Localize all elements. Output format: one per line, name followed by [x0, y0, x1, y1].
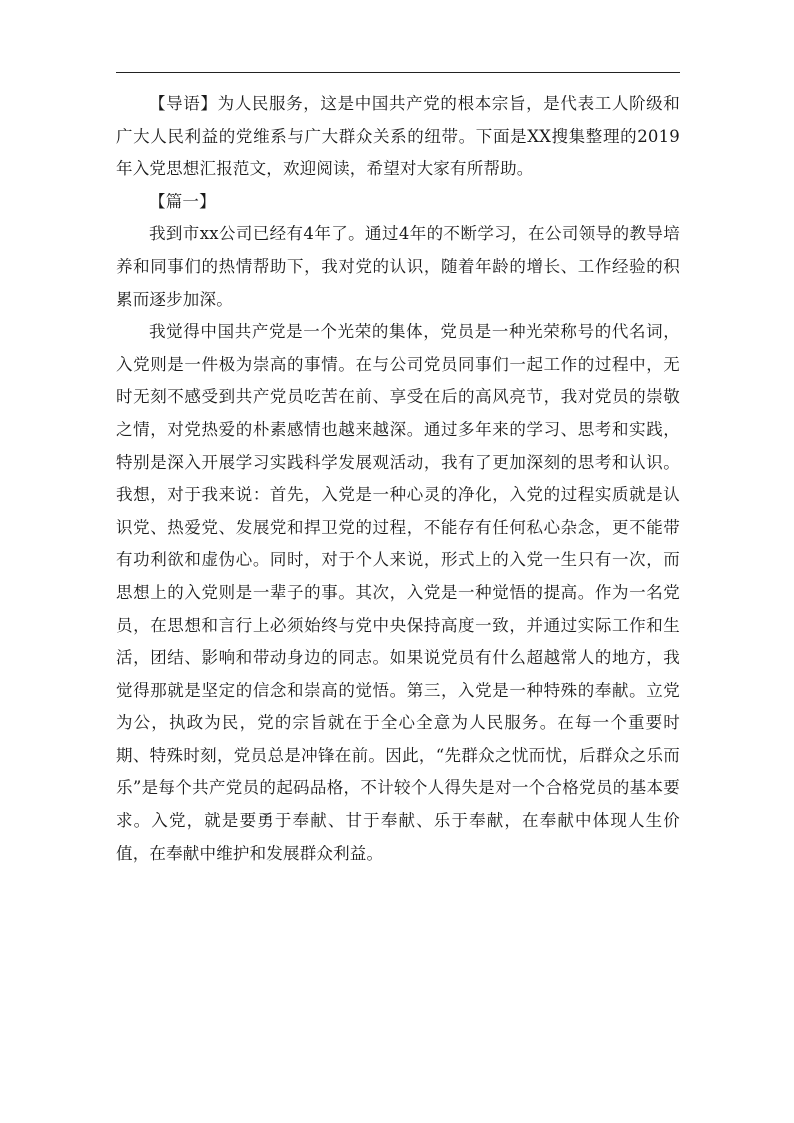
section-title: 【篇一】	[149, 191, 216, 211]
intro-paragraph: 【导语】为人民服务，这是中国共产党的根本宗旨，是代表工人阶级和广大人民利益的党维系与广大群众关系的纽带。下面是XX搜集整理的2019年入党思想汇报范文，欢迎阅读，希望对大家有所帮助。	[116, 94, 680, 179]
body-paragraph-2: 我觉得中国共产党是一个光荣的集体，党员是一种光荣称号的代名词，入党则是一件极为崇高的事情。在与公司党员同事们一起工作的过程中，无时无刻不感受到共产党员吃苦在前、享受在后的高风亮节，我对党员的崇敬之情，对党热爱的朴素感情也越来越深。通过多年来的学习、思考和实践，特别是深入开展学习实践科学发展观活动，我有了更加深刻的思考和认识。我想，对于我来说：首先，入党是一种心灵的净化，入党的过程实质就是认识党、热爱党、发展党和捍卫党的过程，不能存有任何私心杂念，更不能带有功利欲和虚伪心。同时，对于个人来说，形式上的入党一生只有一次，而思想上的入党则是一辈子的事。其次，入党是一种觉悟的提高。作为一名党员，在思想和言行上必须始终与党中央保持高度一致，并通过实际工作和生活，团结、影响和带动身边的同志。如果说党员有什么超越常人的地方，我觉得那就是坚定的信念和崇高的觉悟。第三，入党是一种特殊的奉献。立党为公，执政为民，党的宗旨就在于全心全意为人民服务。在每一个重要时期、特殊时刻，党员总是冲锋在前。因此，“先群众之忧而忧，后群众之乐而乐”是每个共产党员的起码品格，不计较个人得失是对一个合格党员的基本要求。入党，就是要勇于奉献、甘于奉献、乐于奉献，在奉献中体现人生价值，在奉献中维护和发展群众利益。	[116, 322, 680, 863]
body-paragraph-1: 我到市xx公司已经有4年了。通过4年的不断学习，在公司领导的教导培养和同事们的热情帮助下，我对党的认识，随着年龄的增长、工作经验的积累而逐步加深。	[116, 224, 680, 309]
document-body	[116, 88, 680, 870]
header-rule	[116, 72, 680, 73]
